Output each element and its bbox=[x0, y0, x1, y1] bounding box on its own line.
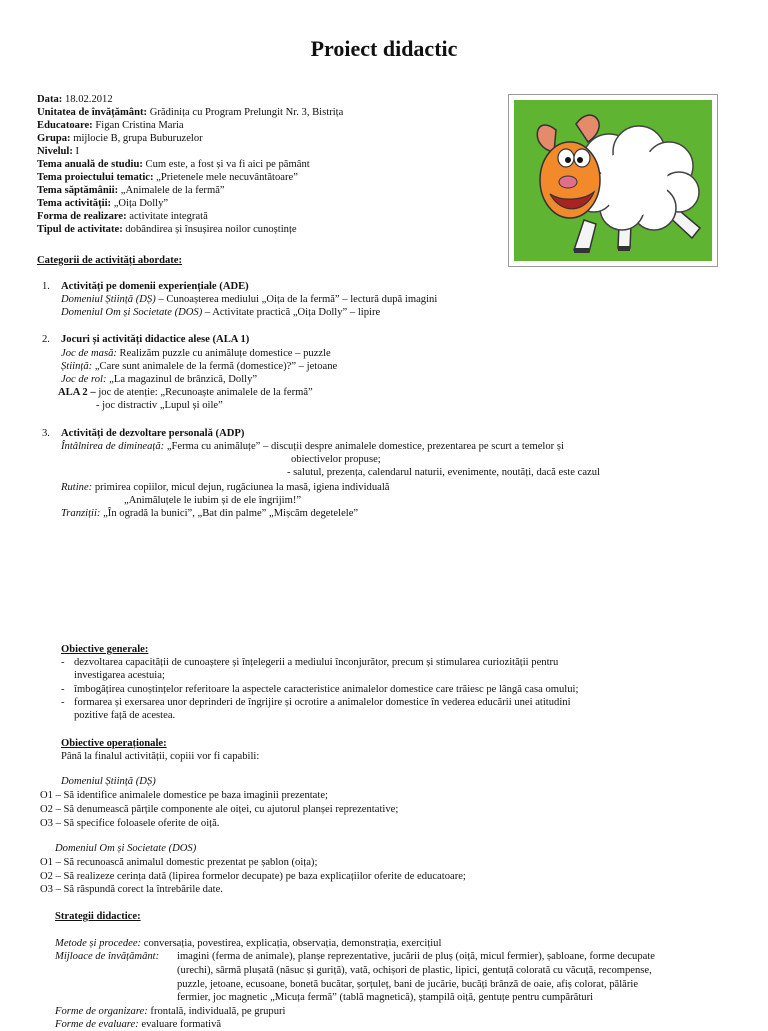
sheep-icon bbox=[514, 100, 712, 261]
list-item-cont: pozitive față de acestea. bbox=[74, 710, 176, 721]
strategy-means-label: Mijloace de învățământ: bbox=[55, 951, 160, 962]
strategies-heading: Strategii didactice: bbox=[55, 911, 141, 922]
objectives-operational-heading: Obiective operaționale: bbox=[61, 738, 167, 749]
image-background bbox=[514, 100, 712, 261]
meta-type: Tipul de activitate: dobândirea și însușirea noilor cunoștințe bbox=[37, 224, 297, 235]
section-number: 2. bbox=[42, 334, 50, 345]
meta-annual-theme: Tema anuală de studiu: Cum este, a fost și va fi aici pe pământ bbox=[37, 159, 310, 170]
strategy-means-line: fermier, joc magnetic „Micuța fermă” (tablă magnetică), ștampilă oiță, gentuțe pentru cumpărături bbox=[177, 992, 594, 1003]
meta-group: Grupa: mijlocie B, grupa Buburuzelor bbox=[37, 133, 203, 144]
strategy-means-line: puzzle, jetoane, ecusoane, bonetă bucătar, șorțuleț, bani de jucărie, bucăți brânză de oaie, afiș colorat, pălărie bbox=[177, 979, 639, 990]
sheep-image bbox=[508, 94, 718, 267]
list-item-cont: investigarea acestuia; bbox=[74, 670, 165, 681]
section-line: Rutine: primirea copiilor, micul dejun, rugăciunea la masă, igiena individuală bbox=[61, 482, 390, 493]
meta-week-theme: Tema săptămânii: „Animalele de la fermă” bbox=[37, 185, 225, 196]
section-line: Domeniul Om și Societate (DOS) – Activitate practică „Oița Dolly” – lipire bbox=[61, 307, 381, 318]
objective-item: O2 – Să realizeze cerința dată (lipirea formelor decupate) pe baza explicațiilor oferite de educatoare; bbox=[40, 871, 466, 882]
list-item: dezvoltarea capacității de cunoaștere și înțelegerii a mediului înconjurător, precum și stimularea curiozității pentru bbox=[74, 657, 559, 668]
meta-project-theme: Tema proiectului tematic: „Prietenele mele necuvântătoare” bbox=[37, 172, 298, 183]
domain-dos-title: Domeniul Om și Societate (DOS) bbox=[55, 843, 197, 854]
strategy-means-line: imagini (ferma de animale), planșe reprezentative, jucării de pluș (oiță, micul fermier), șabloane, forme decupate bbox=[177, 951, 655, 962]
section-line: Joc de masă: Realizăm puzzle cu animăluțe domestice – puzzle bbox=[61, 348, 331, 359]
section-title: Jocuri și activități didactice alese (ALA 1) bbox=[61, 334, 250, 345]
section-line: ALA 2 – joc de atenție: „Recunoaște animalele de la fermă” bbox=[58, 387, 313, 398]
strategy-means-line: (urechi), sârmă plușată (năsuc și guriță), vată, ochișori de plastic, lipici, gentuță colorată cu văcuță, recompense, bbox=[177, 965, 652, 976]
strategy-methods: Metode și procedee: conversația, povestirea, explicația, observația, demonstrația, exercițiul bbox=[55, 938, 442, 949]
list-bullet: - bbox=[61, 657, 65, 668]
strategy-org-forms: Forme de organizare: frontală, individuală, pe grupuri bbox=[55, 1006, 286, 1017]
list-bullet: - bbox=[61, 684, 65, 695]
list-item: îmbogățirea cunoștințelor referitoare la aspectele caracteristice animalelor domestice care trăiesc pe lângă casa omului; bbox=[74, 684, 579, 695]
section-line: - salutul, prezența, calendarul naturii, evenimente, noutăți, dacă este cazul bbox=[287, 467, 600, 478]
list-bullet: - bbox=[61, 697, 65, 708]
section-number: 3. bbox=[42, 428, 50, 439]
objectives-intro: Până la finalul activității, copiii vor fi capabili: bbox=[61, 751, 260, 762]
section-line: Domeniul Știință (DȘ) – Cunoașterea mediului „Oița de la fermă” – lectură după imagini bbox=[61, 294, 438, 305]
list-item: formarea și exersarea unor deprinderi de îngrijire și ocrotire a animalelor domestice în vederea educării unei atitudini bbox=[74, 697, 571, 708]
objective-item: O1 – Să identifice animalele domestice pe baza imaginii prezentate; bbox=[40, 790, 328, 801]
objective-item: O3 – Să specifice foloasele oferite de oiță. bbox=[40, 818, 220, 829]
objectives-general-heading: Obiective generale: bbox=[61, 644, 149, 655]
section-line: obiectivelor propuse; bbox=[291, 454, 381, 465]
section-number: 1. bbox=[42, 281, 50, 292]
meta-date: Data: 18.02.2012 bbox=[37, 94, 113, 105]
domain-ds-title: Domeniul Știință (DȘ) bbox=[61, 776, 156, 787]
meta-level: Nivelul: I bbox=[37, 146, 80, 157]
meta-teacher: Educatoare: Figan Cristina Maria bbox=[37, 120, 184, 131]
meta-unit: Unitatea de învățământ: Grădinița cu Program Prelungit Nr. 3, Bistrița bbox=[37, 107, 344, 118]
section-line: Întâlnirea de dimineață: „Ferma cu animăluțe” – discuții despre animalele domestice, prezentarea pe scurt a temelor și bbox=[61, 441, 564, 452]
meta-form: Forma de realizare: activitate integrată bbox=[37, 211, 208, 222]
section-line: Știință: „Care sunt animalele de la fermă (domestice)?” – jetoane bbox=[61, 361, 338, 372]
objective-item: O1 – Să recunoască animalul domestic prezentat pe șablon (oița); bbox=[40, 857, 318, 868]
section-line: Tranziții: „În ogradă la bunici”, „Bat din palme” „Mișcăm degetelele” bbox=[61, 508, 359, 519]
objective-item: O3 – Să răspundă corect la întrebările date. bbox=[40, 884, 223, 895]
section-line: „Animăluțele le iubim și de ele îngrijim!” bbox=[124, 495, 302, 506]
page-title: Proiect didactic bbox=[310, 36, 458, 61]
objective-item: O2 – Să denumească părțile componente ale oiței, cu ajutorul planșei reprezentative; bbox=[40, 804, 399, 815]
section-title: Activități pe domenii experiențiale (ADE) bbox=[61, 281, 249, 292]
categories-heading: Categorii de activități abordate: bbox=[37, 255, 183, 266]
section-title: Activități de dezvoltare personală (ADP) bbox=[61, 428, 245, 439]
section-line: - joc distractiv „Lupul și oile” bbox=[96, 400, 223, 411]
strategy-eval-forms: Forme de evaluare: evaluare formativă bbox=[55, 1019, 222, 1030]
section-line: Joc de rol: „La magazinul de brânzică, Dolly” bbox=[61, 374, 258, 385]
meta-activity-theme: Tema activității: „Oița Dolly” bbox=[37, 198, 169, 209]
